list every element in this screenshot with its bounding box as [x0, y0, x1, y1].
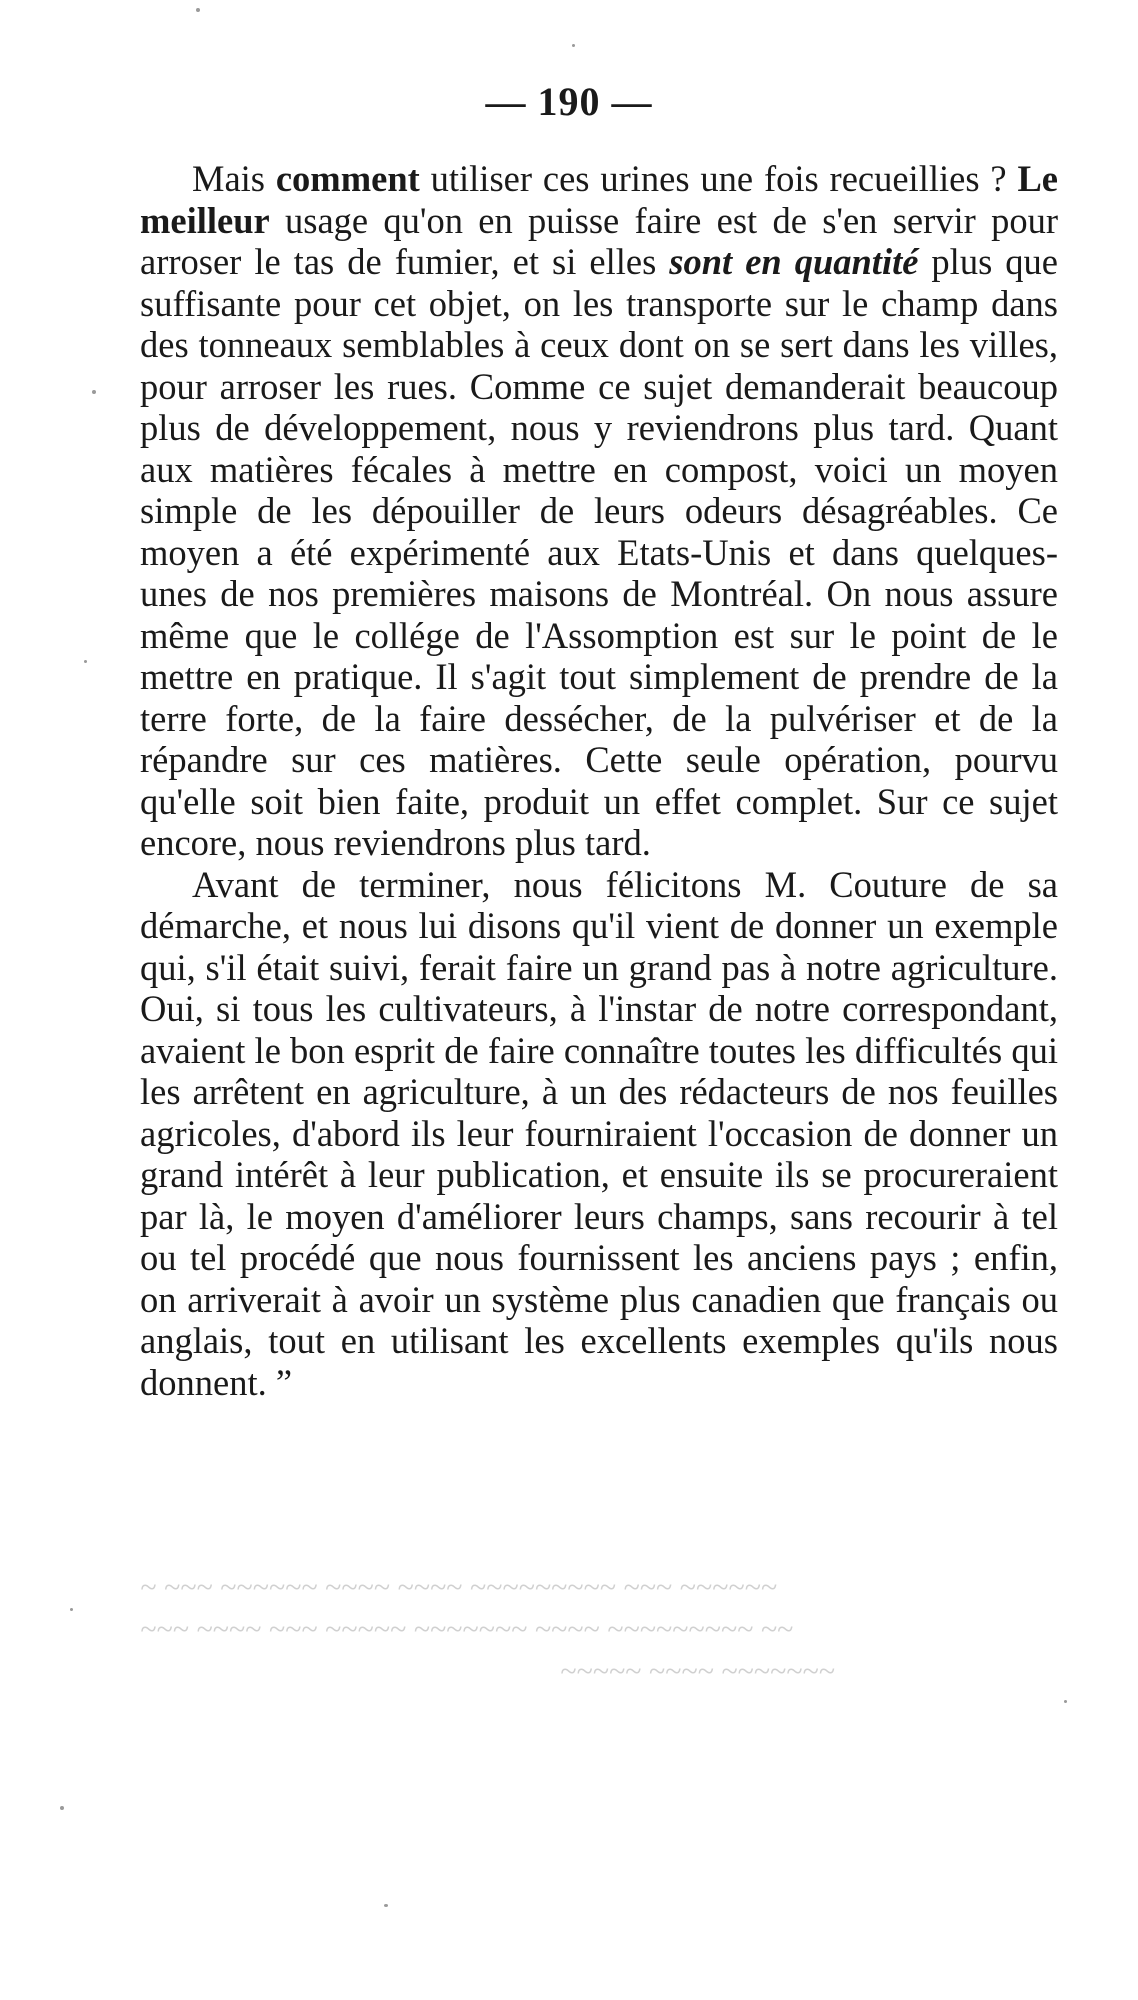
page-number: — 190 —	[485, 79, 653, 124]
print-speck	[1064, 1700, 1067, 1703]
print-speck	[384, 1904, 388, 1907]
paragraph-1-segment-2: comment	[275, 158, 420, 199]
paragraph-1-segment-1: Mais	[192, 158, 276, 199]
paragraph-1-segment-6: sont en quantité	[669, 241, 919, 282]
print-speck	[92, 390, 96, 394]
print-speck	[60, 1806, 64, 1810]
print-speck	[84, 660, 87, 663]
print-speck	[572, 44, 575, 47]
paragraph-1-segment-7: plus que suffisante pour cet objet, on les transporte sur le champ dans des tonneaux semblables à ceux dont on se sert dans les villes, pour arroser les rues. Comme ce sujet demanderait beaucoup plus de développement, nous y reviendrons plus tard. Quant aux matières fécales à mettre en compost, voici un moyen simple de les dépouiller de leurs odeurs désagréables. Ce moyen a été expérimenté aux Etats-Unis et dans quelques-unes de nos premières maisons de Montréal. On nous assure même que le collége de l'Assomption est sur le point de le mettre en pratique. Il s'agit tout simplement de prendre de la terre forte, de la faire dessécher, de la pulvériser et de la répandre sur ces matières. Cette seule opération, pourvu qu'elle soit bien faite, produit un effet complet. Sur ce sujet encore, nous reviendrons plus tard.	[140, 241, 1058, 863]
bleed-through-line-1: ~ ~~~ ~~~~~~ ~~~~ ~~~~ ~~~~~~~~~ ~~~ ~~~~~~	[140, 1571, 777, 1604]
bleed-through-line-3: ~~~~~ ~~~~ ~~~~~~~	[560, 1655, 835, 1688]
paragraph-2	[140, 864, 1058, 1404]
paragraph-1-segment-3: utiliser ces urines une fois recueillies ?	[419, 158, 1018, 199]
paragraph-2-segment-1: Avant de terminer, nous félicitons M. Couture de sa démarche, et nous lui disons qu'il vient de donner un exemple qui, s'il était suivi, ferait faire un grand pas à notre agriculture. Oui, si tous les cultivateurs, à l'instar de notre correspondant, avaient le bon esprit de faire connaître toutes les difficultés qui les arrêtent en agriculture, à un des rédacteurs de nos feuilles agricoles, d'abord ils leur fourniraient l'occasion de donner un grand intérêt à leur publication, et ensuite ils se procureraient par là, le moyen d'améliorer leurs champs, sans recourir à tel ou tel procédé que nous fournissent les anciens pays ; enfin, on arriverait à avoir un système plus canadien que français ou anglais, tout en utilisant les excellents exemples qu'ils nous donnent. ”	[140, 863, 1058, 1403]
print-speck	[70, 1608, 73, 1611]
article-body	[140, 158, 1058, 1403]
print-speck	[196, 8, 200, 12]
paragraph-1	[140, 158, 1058, 864]
paragraph-1-segment-5: usage qu'on en puisse faire est de s'en servir pour arroser le tas de fumier, et si elles	[140, 199, 1058, 282]
bleed-through-line-2: ~~~ ~~~~ ~~~ ~~~~~ ~~~~~~~ ~~~~ ~~~~~~~~~ ~~	[140, 1613, 794, 1646]
paragraph-1-segment-4: Le meilleur	[140, 158, 1058, 241]
